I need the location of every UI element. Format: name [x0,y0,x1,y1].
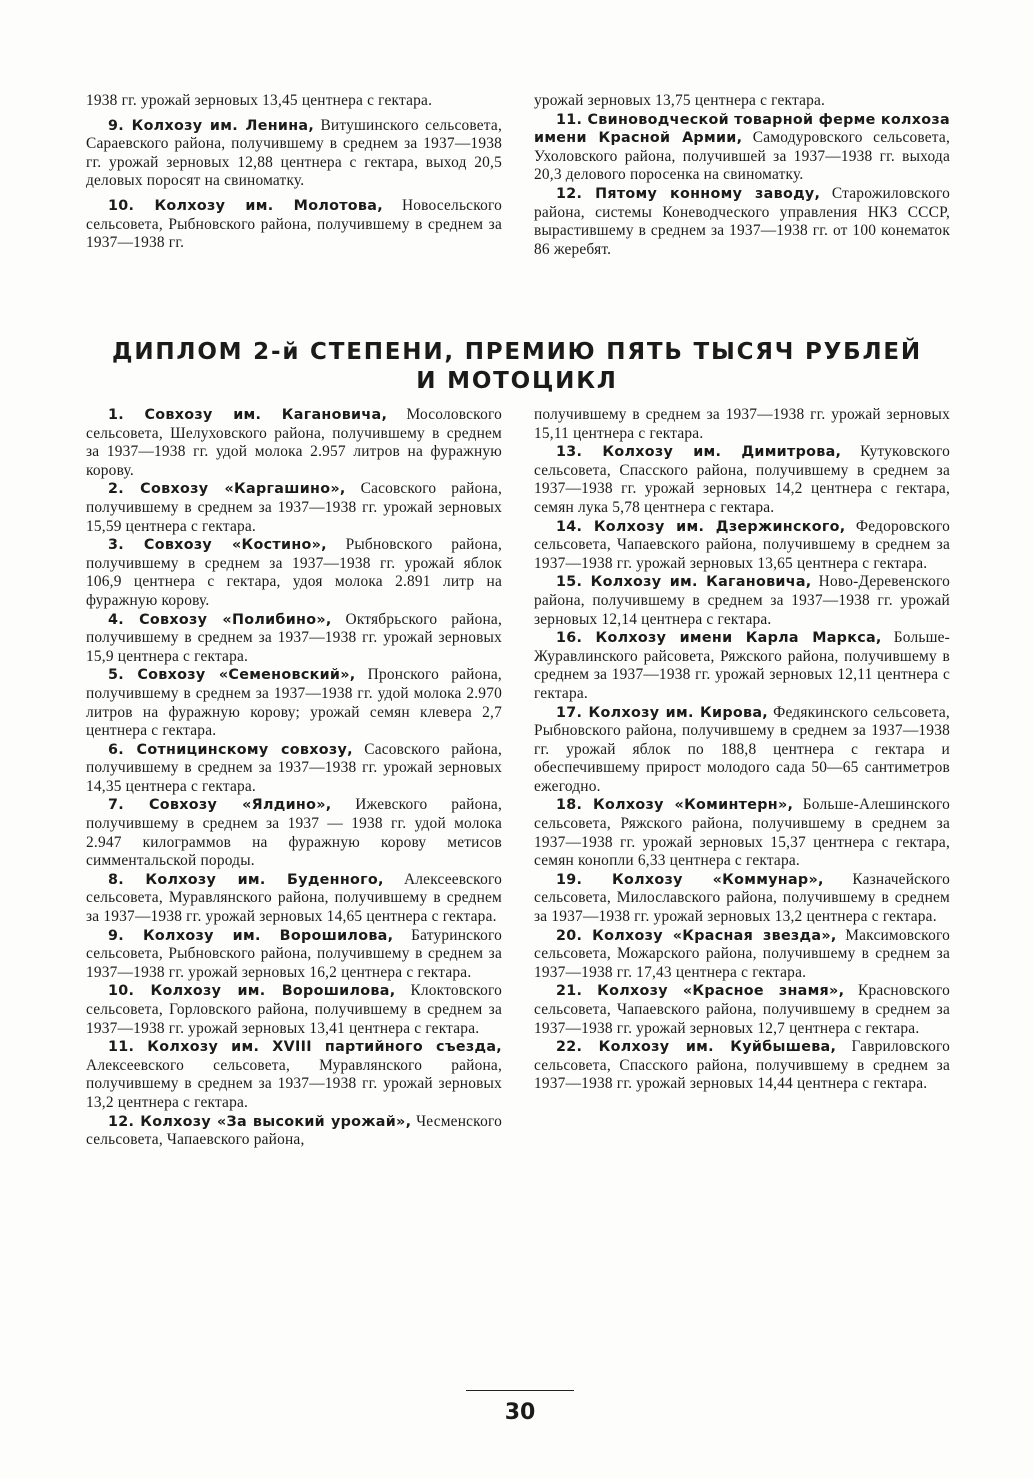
award-entry [86,666,502,740]
entry-recipient: 15. Колхозу им. Кагановича, [556,574,812,591]
entry-details: Чесменского сельсовета, Чапаевского района, [86,1112,502,1149]
entry-recipient: 20. Колхозу «Красная звезда», [556,927,837,944]
entry-10-molotov: 10. Колхозу им. Молотова, Новосельского сельсовета, Рыбновского района, получившему в среднем за 1937—1938 гг. [86,196,503,252]
entry-12-horse-farm: 12. Пятому конному заводу, Старожиловского района, системы Коневодческого управления НКЗ СССР, вырастившему в среднем за 1937—1938 гг. от 100 конематок 86 жеребят. [534,184,950,258]
award-entry [534,629,950,703]
page-number: 30 [504,1400,536,1425]
award-entry [86,1038,502,1112]
entry-recipient: 19. Колхозу «Коммунар», [556,871,824,888]
entry-9-lenin: 9. Колхозу им. Ленина, Витушинского сельсовета, Сараевского района, получившему в среднем за 1937—1938 гг. урожай зерновых 12,88 центнера с гектара, выход 20,5 деловых поросят на свиноматку. [86,116,502,190]
heading-line-2: И МОТОЦИКЛ [416,368,618,394]
award-entry [534,704,950,797]
entry-recipient: 6. Сотницинскому совхозу, [108,741,353,758]
top-left-p1: 1938 гг. урожай зерновых 13,45 центнера с гектара. [86,92,433,109]
entry-details: Октябрьского района, получившему в среднем за 1937—1938 гг. урожай зерновых 15,9 центнера с гектара. [86,610,502,665]
entry-details: Мосоловского сельсовета, Шелуховского района, получившему в среднем за 1937—1938 гг. удой молока 2.957 литров на фуражную корову. [86,406,502,479]
entry-recipient: 12. Колхозу «За высокий урожай», [108,1113,412,1130]
entry-details: Ижевского района, получившему в среднем за 1937 — 1938 гг. удой молока 2.947 килограммов на фуражную корову метисов симментальской породы. [86,796,502,870]
entry-details: Клоктовского сельсовета, Горловского района, получившему в среднем за 1937—1938 гг. урожай зерновых 13,41 центнера с гектара. [86,982,503,1037]
entry-details: Алексеевского сельсовета, Муравлянского района, получившему в среднем за 1937—1938 гг. урожай зерновых 14,65 центнера с гектара. [86,870,502,926]
entry-details: Ново-Деревенского района, получившему в среднем за 1937—1938 гг. урожай зерновых 12,14 центнера с гектара. [534,573,950,628]
entry-recipient: 17. Колхозу им. Кирова, [556,704,768,721]
entry-recipient: 7. Совхозу «Ялдино», [108,797,332,814]
entry-recipient: 21. Колхозу «Красное знамя», [556,983,845,1000]
entry-details: Рыбновского района, получившему в среднем за 1937—1938 гг. урожай яблок 106,9 центнера с гектара, удоя молока 2.891 литр на фуражную корову. [86,536,502,609]
entry-details: Батуринского сельсовета, Рыбновского района, получившему в среднем за 1937—1938 гг. урожай зерновых 16,2 центнера с гектара. [86,926,502,981]
section-heading [96,338,938,396]
award-entry [534,443,950,517]
award-entry [86,982,502,1038]
award-entry [86,406,502,480]
award-entry [86,611,502,667]
main-left-column [86,406,502,1150]
award-entry [534,1038,950,1094]
award-entry [86,871,502,927]
award-entry [534,982,950,1038]
entry-details: Федякинского сельсовета, Рыбновского района, получившему в среднем за 1937—1938 гг. урожай яблок по 188,8 центнера с гектара и обеспечившему прирост молодого сада 50—65 сантиметров ежегодно. [534,703,950,795]
entry-details: Красновского сельсовета, Чапаевского района, получившему в среднем за 1937—1938 гг. урожай зерновых 12,7 центнера с гектара. [534,982,950,1037]
entry-recipient: 5. Совхозу «Семеновский», [108,667,356,684]
top-left-column [86,92,502,253]
entry-details: Кутуковского сельсовета, Спасского района, получившему в среднем за 1937—1938 гг. урожай зерновых 14,2 центнера с гектара, семян лука 5,78 центнера с гектара. [534,443,950,516]
page-rule [466,1390,574,1391]
entry-details: получившему в среднем за 1937—1938 гг. урожай зерновых 15,11 центнера с гектара. [534,406,950,442]
entry-recipient: 16. Колхозу имени Карла Маркса, [556,630,882,647]
award-entry [534,927,950,983]
main-right-column [534,406,950,1094]
top-right-p1: урожай зерновых 13,75 центнера с гектара. [534,92,826,109]
entry-recipient: 18. Колхозу «Коминтерн», [556,797,794,814]
entry-recipient: 2. Совхозу «Каргашино», [108,481,346,498]
entry-details: Больше-Журавлинского райсовета, Ряжского района, получившему в среднем за 1937—1938 гг. урожай зерновых 12,11 центнера с гектара. [534,629,950,702]
award-entry [86,1113,502,1150]
award-entry [534,796,950,870]
award-entry [86,927,502,983]
entry-recipient: 11. Колхозу им. XVIII партийного съезда, [108,1039,502,1056]
entry-details: Казначейского сельсовета, Милославского района, получившему в среднем за 1937—1938 гг. урожай зерновых 13,2 центнера с гектара. [534,870,950,926]
award-entry [534,518,950,574]
entry-details: Сасовского района, получившему в среднем за 1937—1938 гг. урожай зерновых 14,35 центнера с гектара. [86,740,503,795]
award-entry [534,406,950,443]
entry-recipient: 14. Колхозу им. Дзержинского, [556,518,846,535]
award-entry [86,480,502,536]
entry-details: Сасовского района, получившему в среднем за 1937—1938 гг. урожай зерновых 15,59 центнера с гектара. [86,480,502,535]
entry-recipient: 3. Совхозу «Костино», [108,537,327,554]
entry-11-pig-farm: 11. Свиноводческой товарной ферме колхоза имени Красной Армии, Самодуровского сельсовета, Ухоловского района, получившей за 1937—1938 гг. выхода 20,3 делового поросенка на свиноматку. [534,111,950,184]
entry-recipient: 22. Колхозу им. Куйбышева, [556,1039,837,1056]
award-entry [86,741,502,797]
entry-details: Больше-Алешинского сельсовета, Ряжского района, получившему в среднем за 1937—1938 гг. урожай зерновых 15,37 центнера с гектара, семян конопли 6,33 центнера с гектара. [534,796,950,870]
entry-details: Максимовского сельсовета, Можарского района, получившему в среднем за 1937—1938 гг. 17,43 центнера с гектара. [534,926,950,981]
award-entry [86,536,502,610]
heading-line-1: ДИПЛОМ 2-й СТЕПЕНИ, ПРЕМИЮ ПЯТЬ ТЫСЯЧ РУБЛЕЙ [112,339,922,365]
award-entry [534,573,950,629]
entry-details: Алексеевского сельсовета, Муравлянского района, получившему в среднем за 1937—1938 гг. урожай зерновых 13,2 центнера с гектара. [86,1056,502,1111]
entry-recipient: 10. Колхозу им. Ворошилова, [108,983,396,1000]
top-right-column [534,92,950,259]
award-entry [534,871,950,927]
entry-recipient: 4. Совхозу «Полибино», [108,611,332,628]
award-entry [86,796,502,870]
entry-details: Пронского района, получившему в среднем за 1937—1938 гг. удой молока 2.970 литров на фуражную корову; урожай семян клевера 2,7 центнера с гектара. [86,666,502,740]
entry-recipient: 8. Колхозу им. Буденного, [108,871,384,888]
entry-recipient: 13. Колхозу им. Димитрова, [556,444,842,461]
entry-details: Гавриловского сельсовета, Спасского района, получившему в среднем за 1937—1938 гг. урожай зерновых 14,44 центнера с гектара. [534,1038,950,1093]
entry-details: Федоровского сельсовета, Чапаевского района, получившему в среднем за 1937—1938 гг. урожай зерновых 13,65 центнера с гектара. [534,517,950,572]
entry-recipient: 9. Колхозу им. Ворошилова, [108,927,394,944]
entry-recipient: 1. Совхозу им. Кагановича, [108,407,388,423]
